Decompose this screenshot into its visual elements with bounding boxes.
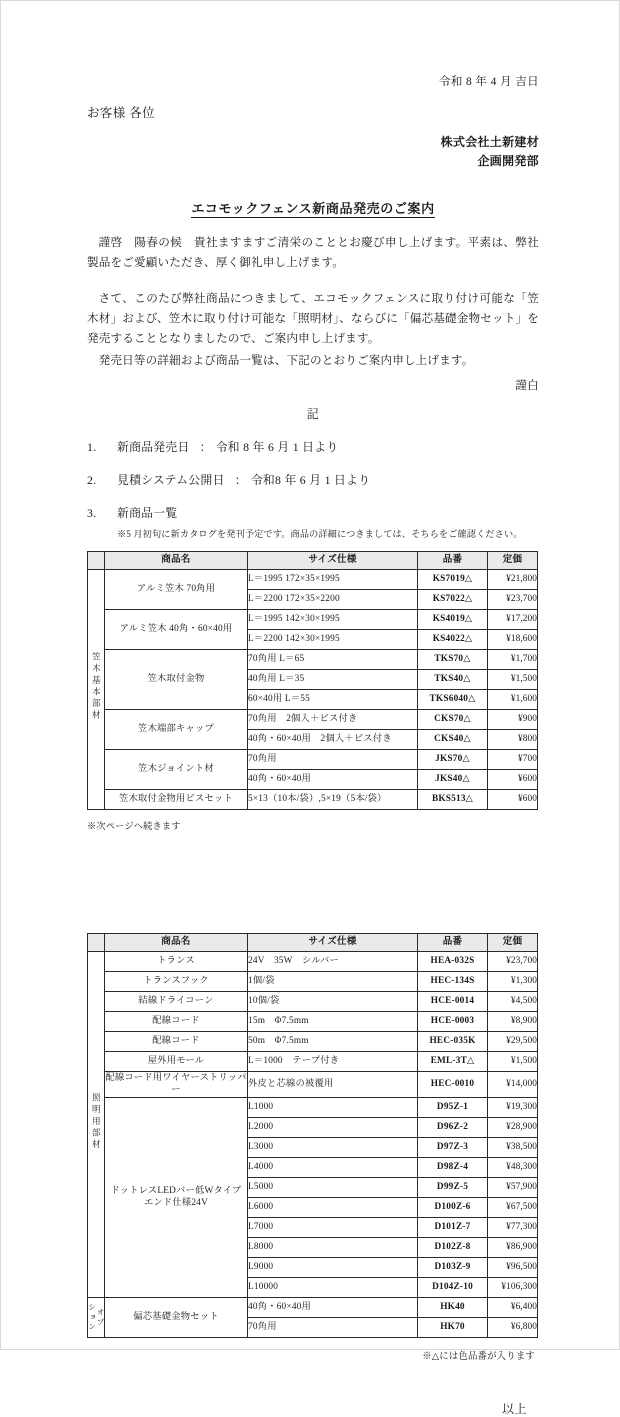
item-label: 見積システム公開日 xyxy=(117,472,225,487)
ki-marker: 記 xyxy=(306,406,320,421)
list-item-product-list xyxy=(87,504,539,521)
table-row xyxy=(88,991,538,1011)
table-row xyxy=(88,1051,538,1071)
table-row xyxy=(88,951,538,971)
table-2-wrapper xyxy=(87,933,539,1338)
header-size-spec: サイズ仕様 xyxy=(248,551,418,569)
cell-product-code: KS7019△ xyxy=(418,569,488,589)
table-row xyxy=(88,971,538,991)
table-row xyxy=(88,569,538,589)
item-value: 令和 8 年 6 月 1 日より xyxy=(215,439,339,454)
page-gap xyxy=(87,832,539,922)
table-row xyxy=(88,1097,538,1117)
cell-size-spec: 40角・60×40用 xyxy=(248,1297,418,1317)
cell-list-price: ¥96,500 xyxy=(488,1257,538,1277)
item-colon: ： xyxy=(199,439,212,454)
cell-list-price: ¥17,200 xyxy=(488,609,538,629)
table-1-body xyxy=(88,569,538,809)
cell-list-price: ¥18,600 xyxy=(488,629,538,649)
cell-size-spec: 10個/袋 xyxy=(248,991,418,1011)
cell-product-name: 配線コード xyxy=(105,1031,248,1051)
triangle-note: ※△には色品番が入ります xyxy=(422,1351,535,1362)
cell-product-name: トランス xyxy=(105,951,248,971)
cell-size-spec: L7000 xyxy=(248,1217,418,1237)
cell-list-price: ¥600 xyxy=(488,789,538,809)
list-item-quote-system-date xyxy=(87,471,539,488)
item-number: 2. xyxy=(87,472,97,487)
table-1-wrapper xyxy=(87,551,539,810)
table-2-body xyxy=(88,951,538,1337)
cell-list-price: ¥6,800 xyxy=(488,1317,538,1337)
header-product-name: 商品名 xyxy=(105,551,248,569)
cell-size-spec: 70角用 L＝65 xyxy=(248,649,418,669)
paragraph-announcement: さて、このたび弊社商品につきまして、エコモックフェンスに取り付け可能な「笠木材」および、笠木に取り付け可能な「照明材」、ならびに「偏芯基礎金物セット」を発売することとなりましたので、ご案内申し上げます。 xyxy=(87,292,539,345)
cell-product-code: EML-3T△ xyxy=(418,1051,488,1071)
cell-size-spec: L3000 xyxy=(248,1137,418,1157)
item-label: 新商品発売日 xyxy=(117,439,190,454)
cell-list-price: ¥77,300 xyxy=(488,1217,538,1237)
cell-product-code: KS4022△ xyxy=(418,629,488,649)
cell-size-spec: L＝1000 テープ付き xyxy=(248,1051,418,1071)
cell-group-kasagi xyxy=(88,569,105,809)
cell-list-price: ¥23,700 xyxy=(488,951,538,971)
cell-product-code: D103Z-9 xyxy=(418,1257,488,1277)
pricing-table-kasagi xyxy=(87,551,538,810)
header-product-name: 商品名 xyxy=(105,933,248,951)
cell-product-code: HEC-035K xyxy=(418,1031,488,1051)
cell-product-name: 笠木ジョイント材 xyxy=(105,749,248,789)
table-row xyxy=(88,649,538,669)
closing-salutation: 謹白 xyxy=(515,378,539,392)
document-title-text: エコモックフェンス新商品発売のご案内 xyxy=(191,201,435,217)
list-item-release-date xyxy=(87,438,539,455)
item-number: 1. xyxy=(87,439,97,454)
cell-group-lighting xyxy=(88,951,105,1297)
cell-list-price: ¥14,000 xyxy=(488,1071,538,1097)
cell-product-code: CKS70△ xyxy=(418,709,488,729)
item-colon: ： xyxy=(234,472,247,487)
document-end-marker: 以上 xyxy=(501,1401,527,1416)
table-header-row xyxy=(88,933,538,951)
sender-department: 企画開発部 xyxy=(477,153,539,168)
header-group xyxy=(88,551,105,569)
cell-list-price: ¥1,300 xyxy=(488,971,538,991)
cell-product-code: D95Z-1 xyxy=(418,1097,488,1117)
cell-size-spec: 5×13（10本/袋）,5×19（5本/袋） xyxy=(248,789,418,809)
cell-size-spec: L＝2200 142×30×1995 xyxy=(248,629,418,649)
cell-product-code: TKS40△ xyxy=(418,669,488,689)
cell-list-price: ¥6,400 xyxy=(488,1297,538,1317)
header-list-price: 定価 xyxy=(488,551,538,569)
cell-list-price: ¥4,500 xyxy=(488,991,538,1011)
cell-list-price: ¥900 xyxy=(488,709,538,729)
cell-size-spec: 40角用 L＝35 xyxy=(248,669,418,689)
cell-size-spec: 外皮と芯線の被覆用 xyxy=(248,1071,418,1097)
cell-product-name: アルミ笠木 40角・60×40用 xyxy=(105,609,248,649)
cell-size-spec: L2000 xyxy=(248,1117,418,1137)
cell-product-code: HEC-134S xyxy=(418,971,488,991)
sender-block xyxy=(87,133,539,170)
cell-product-name: トランスフック xyxy=(105,971,248,991)
document-body xyxy=(87,1,539,1417)
cell-product-code: HEC-0010 xyxy=(418,1071,488,1097)
vertical-group-label: オプ xyxy=(96,1307,106,1327)
cell-size-spec: 1個/袋 xyxy=(248,971,418,991)
cell-size-spec: 70角用 xyxy=(248,749,418,769)
cell-size-spec: L10000 xyxy=(248,1277,418,1297)
table-row xyxy=(88,1297,538,1317)
vertical-group-label: ション xyxy=(87,1303,97,1332)
table-header-row xyxy=(88,551,538,569)
addressee-line: お客様 各位 xyxy=(87,106,156,120)
cell-product-code: TKS6040△ xyxy=(418,689,488,709)
cell-product-code: JKS70△ xyxy=(418,749,488,769)
header-product-code: 品番 xyxy=(418,933,488,951)
cell-size-spec: 40角・60×40用 xyxy=(248,769,418,789)
table-row xyxy=(88,609,538,629)
cell-size-spec: L8000 xyxy=(248,1237,418,1257)
table-row xyxy=(88,749,538,769)
header-group xyxy=(88,933,105,951)
cell-list-price: ¥1,600 xyxy=(488,689,538,709)
cell-list-price: ¥67,500 xyxy=(488,1197,538,1217)
item-label: 新商品一覧 xyxy=(117,505,178,520)
continue-note: ※次ページへ続きます xyxy=(87,820,181,831)
table-row xyxy=(88,1031,538,1051)
cell-list-price: ¥700 xyxy=(488,749,538,769)
cell-product-name: ドットレスLEDバー低Wタイプ エンド仕様24V xyxy=(105,1097,248,1297)
cell-product-name: 結線ドライコーン xyxy=(105,991,248,1011)
vertical-group-label: 照明用部材 xyxy=(91,1093,102,1152)
cell-product-name: 配線コード xyxy=(105,1011,248,1031)
cell-size-spec: 50m Φ7.5mm xyxy=(248,1031,418,1051)
table-row xyxy=(88,709,538,729)
cell-size-spec: 60×40用 L＝55 xyxy=(248,689,418,709)
cell-product-code: JKS40△ xyxy=(418,769,488,789)
document-title xyxy=(87,198,539,217)
cell-size-spec: L6000 xyxy=(248,1197,418,1217)
paragraph-greeting: 謹啓 陽春の候 貴社ますますご清栄のこととお慶び申し上げます。平素は、弊社製品をご愛顧いただき、厚く御礼申し上げます。 xyxy=(87,236,539,270)
cell-list-price: ¥8,900 xyxy=(488,1011,538,1031)
header-size-spec: サイズ仕様 xyxy=(248,933,418,951)
cell-product-code: D97Z-3 xyxy=(418,1137,488,1157)
cell-list-price: ¥57,900 xyxy=(488,1177,538,1197)
cell-list-price: ¥28,900 xyxy=(488,1117,538,1137)
cell-product-code: HEA-032S xyxy=(418,951,488,971)
cell-size-spec: L9000 xyxy=(248,1257,418,1277)
catalog-note: ※5 月初旬に新カタログを発刊予定です。商品の詳細につきましては、そちらをご確認ください。 xyxy=(117,528,523,539)
document-date: 令和 8 年 4 月 吉日 xyxy=(438,76,539,88)
cell-product-name: 配線コード用ワイヤーストリッパー xyxy=(105,1071,248,1097)
table-row xyxy=(88,1011,538,1031)
cell-product-code: D98Z-4 xyxy=(418,1157,488,1177)
cell-product-code: D102Z-8 xyxy=(418,1237,488,1257)
cell-product-code: D96Z-2 xyxy=(418,1117,488,1137)
cell-list-price: ¥106,300 xyxy=(488,1277,538,1297)
cell-list-price: ¥1,700 xyxy=(488,649,538,669)
header-product-code: 品番 xyxy=(418,551,488,569)
cell-product-code: D100Z-6 xyxy=(418,1197,488,1217)
cell-product-code: D104Z-10 xyxy=(418,1277,488,1297)
cell-product-name: アルミ笠木 70角用 xyxy=(105,569,248,609)
cell-product-code: HK40 xyxy=(418,1297,488,1317)
cell-list-price: ¥29,500 xyxy=(488,1031,538,1051)
cell-size-spec: 15m Φ7.5mm xyxy=(248,1011,418,1031)
cell-list-price: ¥1,500 xyxy=(488,669,538,689)
cell-product-code: KS7022△ xyxy=(418,589,488,609)
item-value: 令和8 年 6 月 1 日より xyxy=(250,472,371,487)
cell-size-spec: 24V 35W シルバー xyxy=(248,951,418,971)
cell-product-code: HK70 xyxy=(418,1317,488,1337)
header-list-price: 定価 xyxy=(488,933,538,951)
cell-product-code: KS4019△ xyxy=(418,609,488,629)
cell-size-spec: 70角用 xyxy=(248,1317,418,1337)
cell-product-code: TKS70△ xyxy=(418,649,488,669)
pricing-table-lighting xyxy=(87,933,538,1338)
cell-size-spec: L＝2200 172×35×2200 xyxy=(248,589,418,609)
cell-product-code: CKS40△ xyxy=(418,729,488,749)
cell-size-spec: L5000 xyxy=(248,1177,418,1197)
cell-product-code: D101Z-7 xyxy=(418,1217,488,1237)
cell-list-price: ¥21,800 xyxy=(488,569,538,589)
cell-list-price: ¥48,300 xyxy=(488,1157,538,1177)
cell-group-option xyxy=(88,1297,105,1337)
cell-product-name: 笠木取付金物 xyxy=(105,649,248,709)
paragraph-details-intro: 発売日等の詳細および商品一覧は、下記のとおりご案内申し上げます。 xyxy=(98,353,474,367)
vertical-label-option xyxy=(88,1298,104,1337)
cell-product-code: HCE-0003 xyxy=(418,1011,488,1031)
table-row xyxy=(88,789,538,809)
table-row xyxy=(88,1071,538,1097)
cell-list-price: ¥1,500 xyxy=(488,1051,538,1071)
cell-product-name: 屋外用モール xyxy=(105,1051,248,1071)
cell-size-spec: L1000 xyxy=(248,1097,418,1117)
cell-size-spec: 70角用 2個入＋ビス付き xyxy=(248,709,418,729)
cell-list-price: ¥38,500 xyxy=(488,1137,538,1157)
cell-list-price: ¥23,700 xyxy=(488,589,538,609)
cell-list-price: ¥86,900 xyxy=(488,1237,538,1257)
cell-list-price: ¥800 xyxy=(488,729,538,749)
cell-list-price: ¥19,300 xyxy=(488,1097,538,1117)
vertical-group-label: 笠木基本部材 xyxy=(91,652,102,722)
cell-product-name: 笠木端部キャップ xyxy=(105,709,248,749)
cell-product-name: 笠木取付金物用ビスセット xyxy=(105,789,248,809)
cell-product-code: D99Z-5 xyxy=(418,1177,488,1197)
cell-size-spec: L4000 xyxy=(248,1157,418,1177)
cell-size-spec: L＝1995 172×35×1995 xyxy=(248,569,418,589)
cell-product-code: BKS513△ xyxy=(418,789,488,809)
cell-product-code: HCE-0014 xyxy=(418,991,488,1011)
cell-list-price: ¥600 xyxy=(488,769,538,789)
item-number: 3. xyxy=(87,505,97,520)
cell-size-spec: L＝1995 142×30×1995 xyxy=(248,609,418,629)
cell-size-spec: 40角・60×40用 2個入＋ビス付き xyxy=(248,729,418,749)
sender-company: 株式会社土新建材 xyxy=(440,135,539,149)
cell-product-name: 偏芯基礎金物セット xyxy=(105,1297,248,1337)
